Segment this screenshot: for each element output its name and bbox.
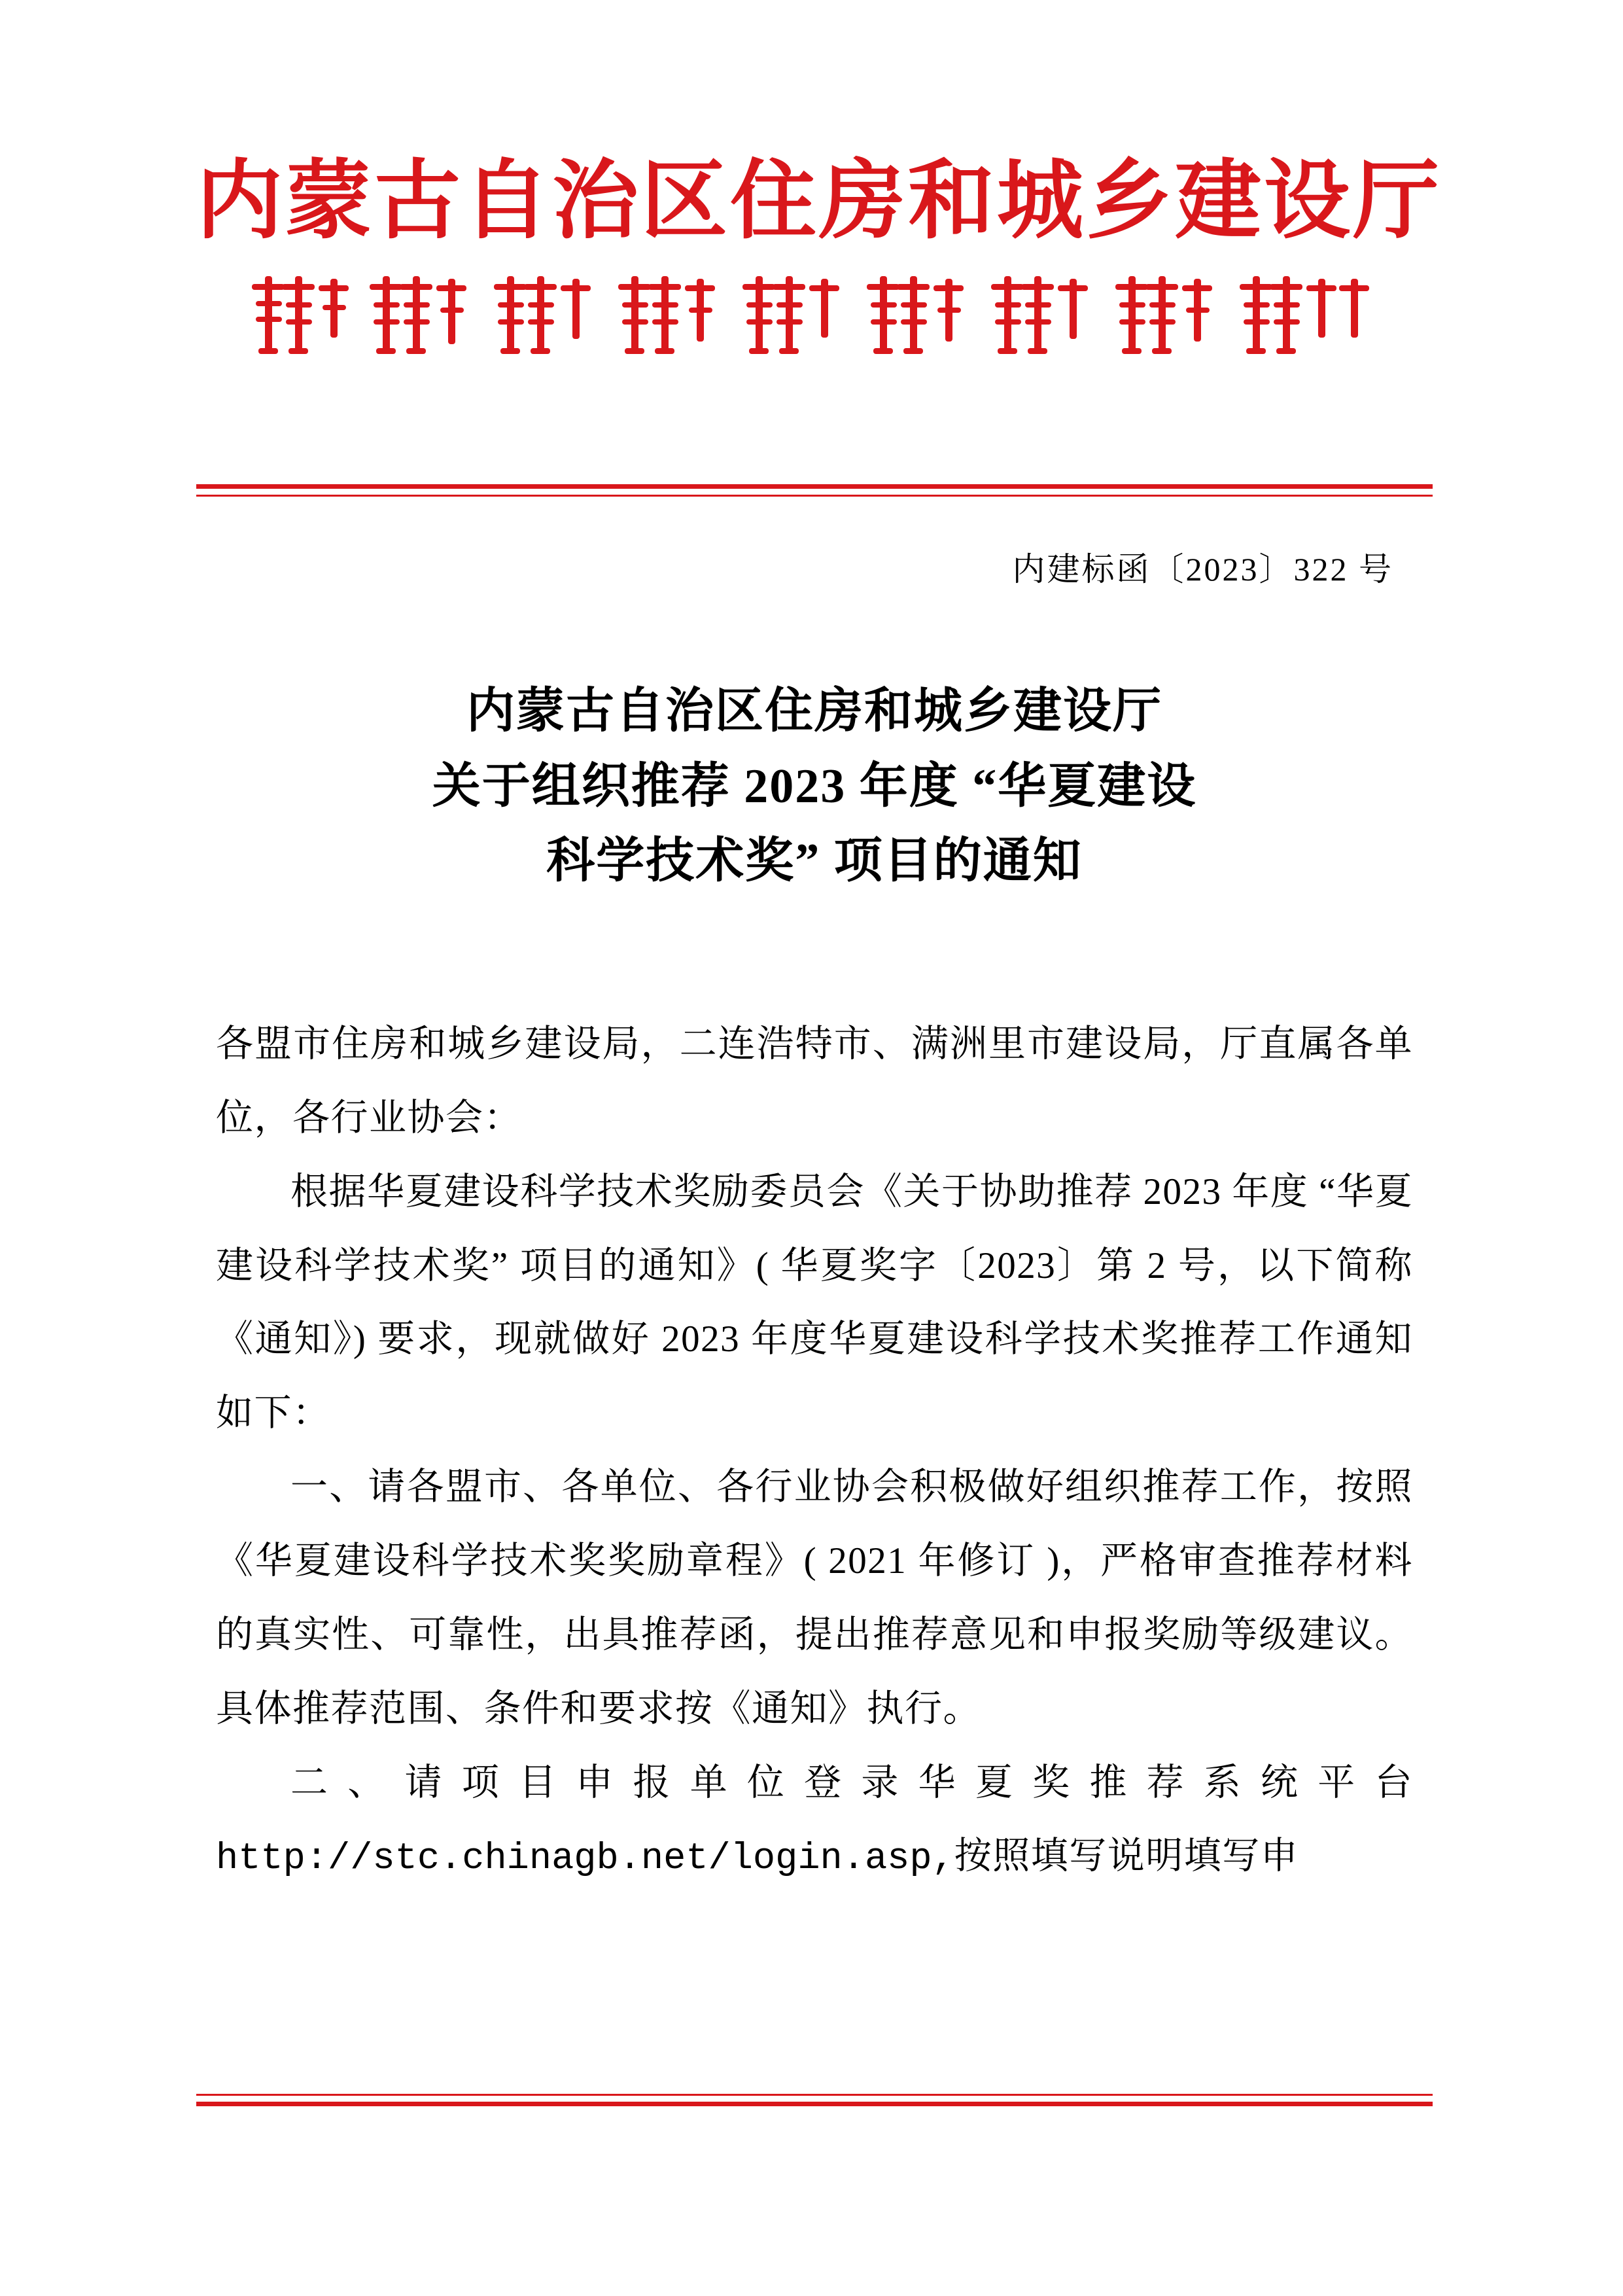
document-title-line-2: 关于组织推荐 2023 年度 “华夏建设 <box>432 759 1197 813</box>
paragraph-addressee: 各盟市住房和城乡建设局，二连浩特市、满洲里市建设局，厅直属各单位，各行业协会： <box>216 1023 1413 1139</box>
document-title-line-1: 内蒙古自治区住房和城乡建设厅 <box>466 684 1162 738</box>
footer-divider <box>196 2094 1433 2106</box>
document-title <box>262 674 1367 899</box>
letterhead-mongolian-script <box>196 270 1433 381</box>
paragraph-item-one: 一、请各盟市、各单位、各行业协会积极做好组织推荐工作，按照《华夏建设科学技术奖奖励章程》( 2021 年修订 )，严格审查推荐材料的真实性、可靠性，出具推荐函，提出推荐意见和申报奖励等级建议。具体推荐范围、条件和要求按《通知》执行。 <box>216 1466 1413 1729</box>
paragraph-basis: 根据华夏建设科学技术奖励委员会《关于协助推荐 2023 年度 “华夏建设科学技术奖” 项目的通知》( 华夏奖字〔2023〕第 2 号，以下简称《通知》) 要求，现就做好 2023 年度华夏建设科学技术奖推荐工作通知如下： <box>216 1171 1413 1434</box>
letterhead-organization-title: 内蒙古自治区住房和城乡建设厅 <box>196 153 1442 249</box>
divider-thick-line <box>196 484 1433 489</box>
document-body <box>216 1008 1413 1896</box>
letterhead <box>196 150 1442 381</box>
footer-divider-gap <box>196 2096 1433 2102</box>
platform-url[interactable]: http://stc.chinagb.net/login.asp, <box>216 1838 954 1881</box>
divider-thin-line <box>196 495 1433 497</box>
paragraph-item-two-text-after: 按照填写说明填写申 <box>954 1835 1299 1877</box>
document-title-line-3: 科学技术奖” 项目的通知 <box>546 834 1083 889</box>
footer-divider-thick-line <box>196 2102 1433 2106</box>
divider-gap <box>196 489 1433 495</box>
paragraph-item-two <box>216 1746 1413 1897</box>
document-number: 内建标函〔2023〕322 号 <box>1012 551 1393 588</box>
paragraph-item-two-text-before: 二、请项目申报单位登录华夏奖推荐系统平台 <box>290 1761 1413 1803</box>
letterhead-divider <box>196 484 1433 497</box>
